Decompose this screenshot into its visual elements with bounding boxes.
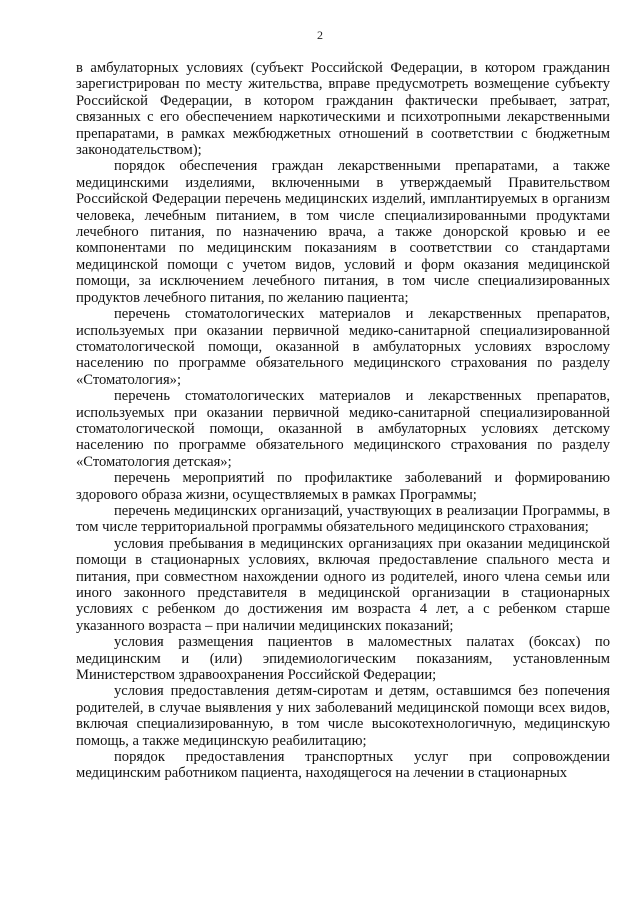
paragraph-1: в амбулаторных условиях (субъект Российской Федерации, в котором гражданин зарегистрирован по месту жительства, вправе предусмотреть возмещение субъекту Российской Федерации, в котором гражданин фактически пребывает, затрат, связанных с его обеспечением наркотическими и психотропными лекарственными препаратами, в рамках межбюджетных отношений в соответствии с бюджетным законодательством);: [76, 60, 610, 159]
paragraph-2: порядок обеспечения граждан лекарственными препаратами, а также медицинскими изделиями, включенными в утверждаемый Правительством Российской Федерации перечень медицинских изделий, имплантируемых в организм человека, лечебным питанием, в том числе специализированными продуктами лечебного питания, по назначению врача, а также донорской кровью и ее компонентами по медицинским показаниям в соответствии со стандартами медицинской помощи с учетом видов, условий и форм оказания медицинской помощи, за исключением лечебного питания, в том числе специализированных продуктов лечебного питания, по желанию пациента;: [76, 158, 610, 306]
paragraph-8: условия размещения пациентов в маломестных палатах (боксах) по медицинским и (или) эпидемиологическим показаниям, установленным Министерством здравоохранения Российской Федерации;: [76, 634, 610, 684]
paragraph-3: перечень стоматологических материалов и лекарственных препаратов, используемых при оказании первичной медико-санитарной специализированной стоматологической помощи, оказанной в амбулаторных условиях взрослому населению по программе обязательного медицинского страхования по разделу «Стоматология»;: [76, 306, 610, 388]
paragraph-5: перечень мероприятий по профилактике заболеваний и формированию здорового образа жизни, осуществляемых в рамках Программы;: [76, 470, 610, 503]
page-number: 2: [317, 28, 323, 42]
paragraph-10: порядок предоставления транспортных услуг при сопровождении медицинским работником пациента, находящегося на лечении в стационарных: [76, 749, 610, 782]
paragraph-6: перечень медицинских организаций, участвующих в реализации Программы, в том числе территориальной программы обязательного медицинского страхования;: [76, 502, 610, 536]
paragraph-4: перечень стоматологических материалов и лекарственных препаратов, используемых при оказании первичной медико-санитарной специализированной стоматологической помощи, оказанной в амбулаторных условиях детскому населению по программе обязательного медицинского страхования по разделу «Стоматология детская»;: [76, 388, 610, 470]
paragraph-9: условия предоставления детям-сиротам и детям, оставшимся без попечения родителей, в случае выявления у них заболеваний медицинской помощи всех видов, включая специализированную, в том числе высокотехнологичную, медицинскую помощь, а также медицинскую реабилитацию;: [76, 683, 610, 749]
paragraph-7: условия пребывания в медицинских организациях при оказании медицинской помощи в стационарных условиях, включая предоставление спального места и питания, при совместном нахождении одного из родителей, иного члена семьи или иного законного представителя в медицинской организации в стационарных условиях с ребенком до достижения им возраста 4 лет, а с ребенком старше указанного возраста – при наличии медицинских показаний;: [76, 535, 610, 634]
document-body: [76, 60, 610, 782]
